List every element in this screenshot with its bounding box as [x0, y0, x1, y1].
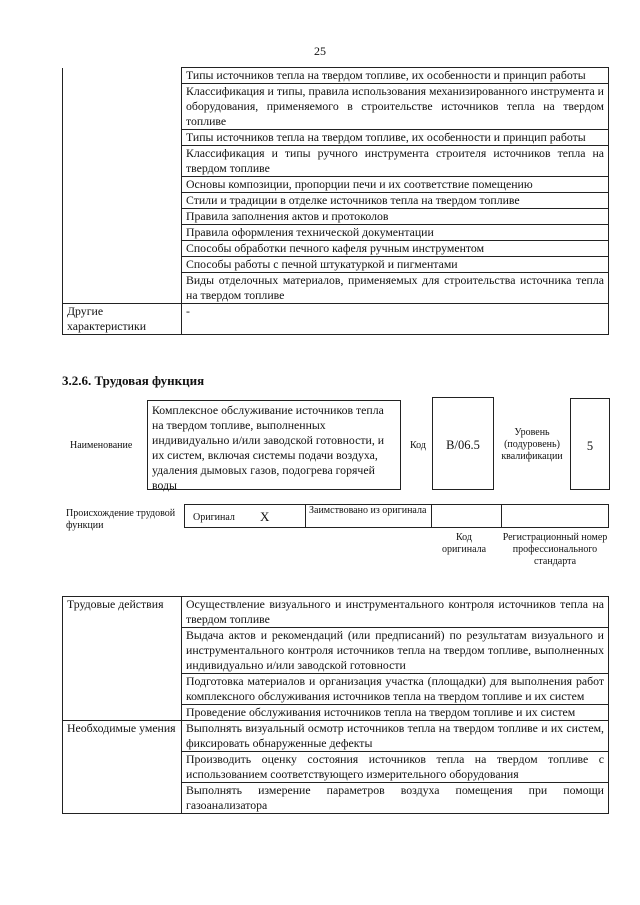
table-row: Производить оценку состояния источников тепла на твердом топливе с использованием соответствующего измерительного оборудования — [182, 752, 609, 783]
table-left-cell — [63, 130, 182, 146]
table-row: Способы работы с печной штукатуркой и пигментами — [182, 257, 609, 273]
origin-label: Происхождение трудовой функции — [66, 508, 176, 531]
table-left-cell — [63, 783, 182, 814]
table-left-cell — [63, 193, 182, 209]
origin-row — [184, 504, 609, 528]
name-label: Наименование — [70, 440, 133, 451]
table-left-cell — [63, 674, 182, 705]
table-left-cell — [63, 257, 182, 273]
borrowed-label: Заимствовано из оригинала — [309, 505, 427, 516]
original-label: Оригинал — [193, 512, 235, 523]
table-row: Классификация и типы ручного инструмента строителя источников тепла на твердом топливе — [182, 146, 609, 177]
table-row: Способы обработки печного кафеля ручным инструментом — [182, 241, 609, 257]
table-row: Подготовка материалов и организация участка (площадки) для выполнения работ комплексного обслуживания источников тепла на твердом топливе и их систем — [182, 674, 609, 705]
code-label: Код — [410, 440, 426, 451]
original-mark: X — [260, 509, 270, 524]
table-left-cell — [63, 752, 182, 783]
level-label: Уровень (подуровень) квалификации — [501, 427, 563, 462]
function-code: B/06.5 — [432, 397, 494, 490]
function-name: Комплексное обслуживание источников тепла на твердом топливе, выполненных индивидуально и/или заводской готовности, и их систем, включая системы подачи воздуха, удаления дымовых газов, подогрева горячей воды — [147, 400, 401, 490]
table-row: Осуществление визуального и инструментального контроля источников тепла на твердом топливе — [182, 597, 609, 628]
page-number: 25 — [314, 44, 326, 58]
table-left-cell — [63, 68, 182, 84]
table-row: Стили и традиции в отделке источников тепла на твердом топливе — [182, 193, 609, 209]
code-caption: Код оригинала — [441, 532, 487, 555]
table-row: Основы композиции, пропорции печи и их соответствие помещению — [182, 177, 609, 193]
table-row: Выдача актов и рекомендаций (или предписаний) по результатам визуального и инструментального контроля источников тепла на твердом топливе, выполненных индивидуально и/или заводской готовности — [182, 628, 609, 674]
table-row: Правила оформления технической документации — [182, 225, 609, 241]
actions-table — [62, 596, 609, 814]
table-row: Виды отделочных материалов, применяемых для строительства источника тепла на твердом топливе — [182, 273, 609, 304]
table-left-cell — [63, 177, 182, 193]
actions-label: Трудовые действия — [63, 597, 182, 628]
other-label: Другие характеристики — [63, 304, 182, 335]
table-left-cell — [63, 705, 182, 721]
table-row: Правила заполнения актов и протоколов — [182, 209, 609, 225]
table-left-cell — [63, 273, 182, 304]
table-row: Выполнять измерение параметров воздуха помещения при помощи газоанализатора — [182, 783, 609, 814]
knowledge-table — [62, 67, 609, 335]
table-left-cell — [63, 225, 182, 241]
skills-label: Необходимые умения — [63, 721, 182, 752]
table-left-cell — [63, 209, 182, 225]
table-row: Выполнять визуальный осмотр источников тепла на твердом топливе и их систем, фиксировать обнаруженные дефекты — [182, 721, 609, 752]
table-row: Классификация и типы, правила использования механизированного инструмента и оборудования, применяемого в строительстве источников тепла на твердом топливе — [182, 84, 609, 130]
table-row: Типы источников тепла на твердом топливе, их особенности и принцип работы — [182, 68, 609, 84]
table-left-cell — [63, 628, 182, 674]
table-left-cell — [63, 146, 182, 177]
qualification-level: 5 — [570, 398, 610, 490]
other-value: - — [182, 304, 609, 335]
table-left-cell — [63, 241, 182, 257]
table-left-cell — [63, 84, 182, 130]
reg-caption: Регистрационный номер профессионального стандарта — [502, 532, 608, 567]
table-row: Проведение обслуживания источников тепла на твердом топливе и их систем — [182, 705, 609, 721]
section-title: 3.2.6. Трудовая функция — [62, 373, 205, 388]
table-row: Типы источников тепла на твердом топливе, их особенности и принцип работы — [182, 130, 609, 146]
